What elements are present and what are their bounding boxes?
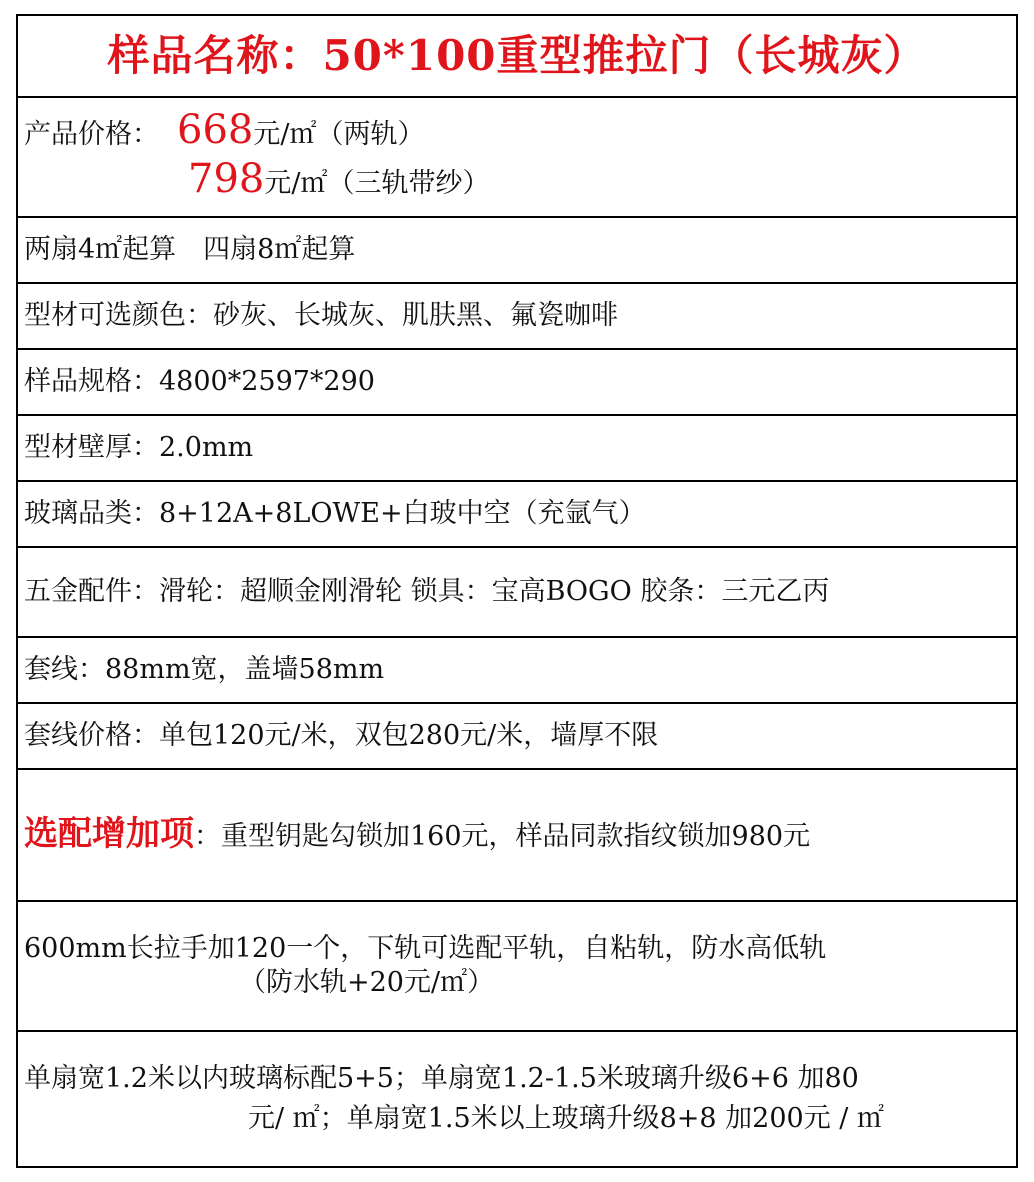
thickness-text: 型材壁厚：2.0mm: [24, 432, 254, 463]
price-three-track-value: 798: [188, 156, 265, 202]
price-three-track-suffix: 元/㎡（三轨带纱）: [264, 168, 490, 199]
price-two-track-value: 668: [177, 107, 254, 153]
price-row: [18, 98, 1016, 218]
casing-text: 套线：88mm宽，盖墙58mm: [24, 654, 385, 685]
handle-line1: 600mm长拉手加120一个，下轨可选配平轨，自粘轨，防水高低轨: [24, 933, 827, 964]
spec-text: 样品规格：4800*2597*290: [24, 366, 375, 397]
handle-line2: （防水轨+20元/㎡）: [239, 967, 495, 998]
glass-upgrade-row: [18, 1032, 1016, 1166]
min-area-row: [18, 218, 1016, 284]
thickness-row: [18, 416, 1016, 482]
handle-row: [18, 902, 1016, 1032]
options-row: [18, 770, 1016, 902]
glass-text: 玻璃品类：8+12A+8LOWE+白玻中空（充氩气）: [24, 498, 646, 529]
price-line-two-track: [24, 107, 1016, 153]
options-label: 选配增加项: [24, 813, 194, 854]
options-line: [24, 813, 1016, 854]
glass-upgrade-line1: 单扇宽1.2米以内玻璃标配5+5；单扇宽1.2-1.5米玻璃升级6+6 加80: [24, 1063, 859, 1094]
product-sheet: [16, 14, 1018, 1168]
glass-row: [18, 482, 1016, 548]
colors-text: 型材可选颜色：砂灰、长城灰、肌肤黑、氟瓷咖啡: [24, 300, 618, 331]
glass-upgrade-line2: 元/ ㎡；单扇宽1.5米以上玻璃升级8+8 加200元 / ㎡: [248, 1103, 884, 1134]
hardware-row: [18, 548, 1016, 638]
price-two-track-suffix: 元/㎡（两轨）: [253, 119, 425, 150]
price-label: 产品价格：: [24, 119, 159, 150]
min-area-text: 两扇4㎡起算 四扇8㎡起算: [24, 234, 356, 265]
options-text: ：重型钥匙勾锁加160元，样品同款指纹锁加980元: [194, 820, 811, 852]
product-title: 样品名称：50*100重型推拉门（长城灰）: [107, 31, 927, 80]
colors-row: [18, 284, 1016, 350]
hardware-text: 五金配件：滑轮：超顺金刚滑轮 锁具：宝高BOGO 胶条：三元乙丙: [24, 576, 830, 607]
price-line-three-track: [24, 156, 1016, 202]
casing-price-text: 套线价格：单包120元/米，双包280元/米，墙厚不限: [24, 720, 659, 751]
spec-row: [18, 350, 1016, 416]
casing-row: [18, 638, 1016, 704]
title-row: [18, 16, 1016, 98]
casing-price-row: [18, 704, 1016, 770]
